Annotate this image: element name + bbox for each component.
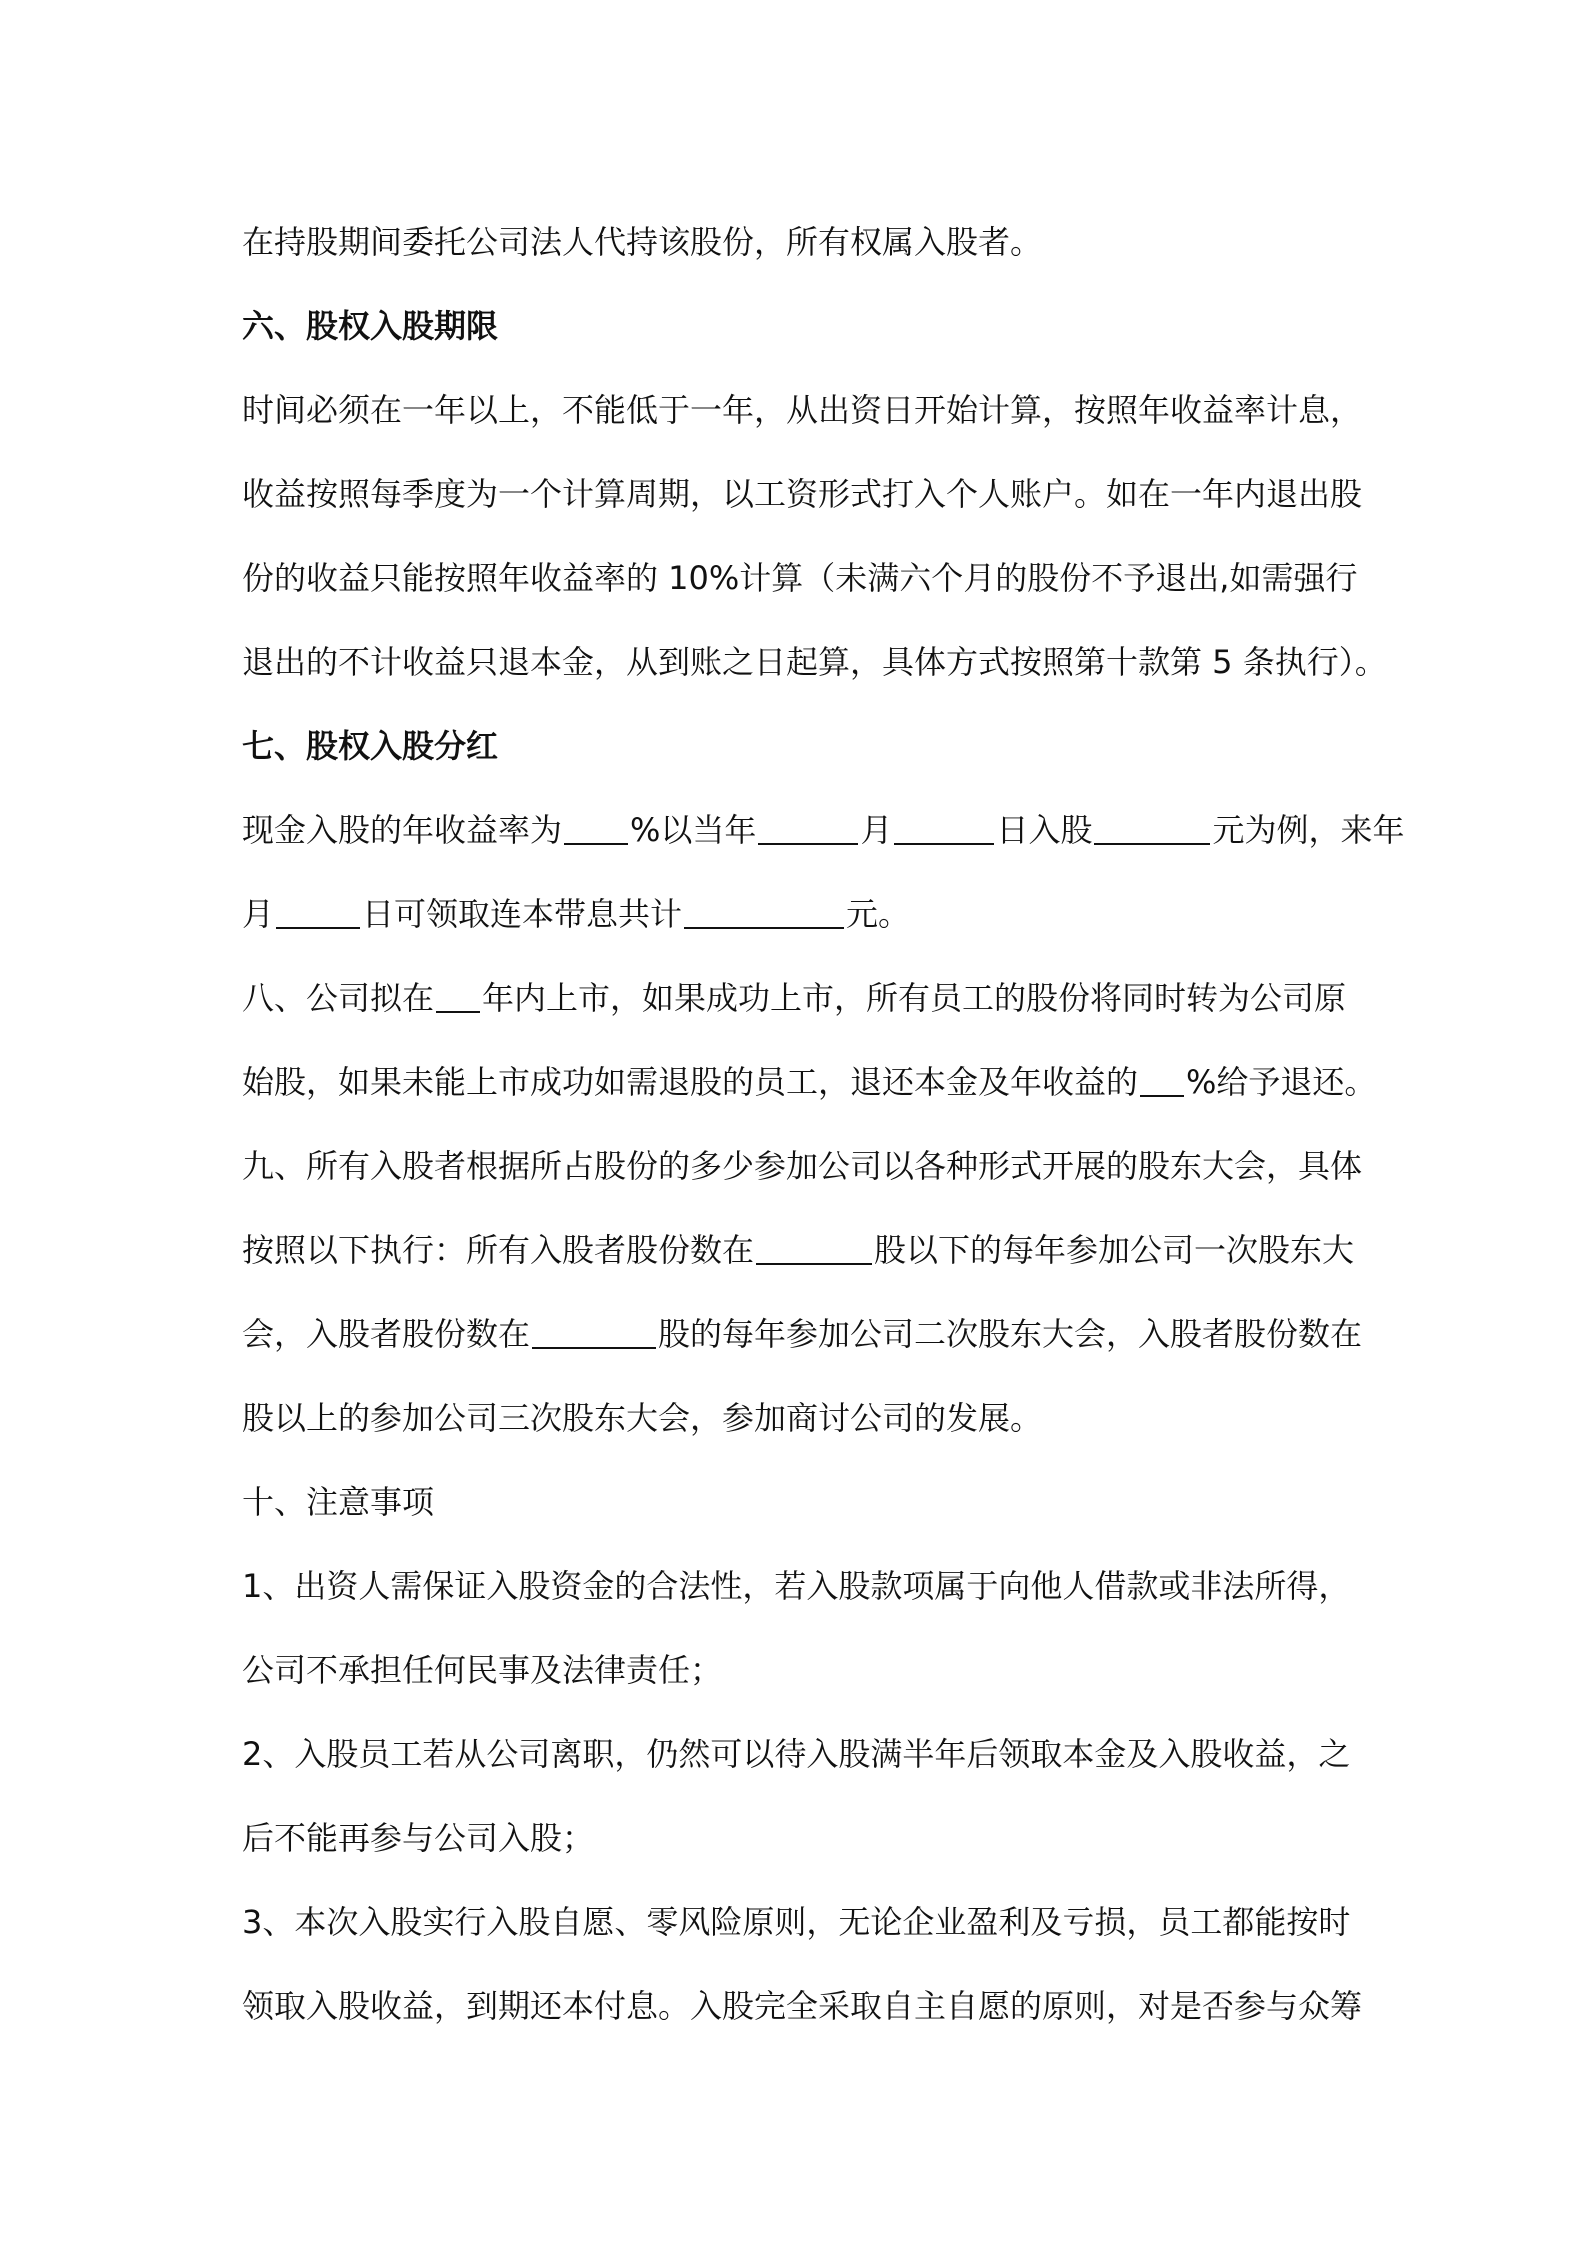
text-segment: 月 [860, 811, 893, 849]
paragraph-line: 1、出资人需保证入股资金的合法性，若入股款项属于向他人借款或非法所得， [242, 1567, 1351, 1605]
paragraph-line: 股以上的参加公司三次股东大会，参加商讨公司的发展。 [242, 1399, 1043, 1437]
text-segment: 股以下的每年参加公司一次股东大 [874, 1231, 1355, 1269]
section-heading-6: 六、股权入股期限 [242, 307, 499, 345]
fill-in-blank [894, 809, 994, 845]
paragraph-line [242, 1208, 1362, 1292]
text-segment: 年内上市，如果成功上市，所有员工的股份将同时转为公司原 [482, 979, 1347, 1017]
text-segment: 股的每年参加公司二次股东大会，入股者股份数在 [658, 1315, 1363, 1353]
text-segment: 月 [242, 895, 275, 933]
paragraph-line [242, 956, 1362, 1040]
fill-in-blank [532, 1313, 656, 1349]
paragraph-line: 时间必须在一年以上，不能低于一年，从出资日开始计算，按照年收益率计息， [242, 391, 1363, 429]
fill-in-blank [758, 809, 858, 845]
fill-in-blank [436, 977, 480, 1013]
fill-in-blank [1094, 809, 1210, 845]
text-segment: 会，入股者股份数在 [242, 1315, 531, 1353]
paragraph-line [242, 788, 1405, 872]
text-segment: 日入股 [996, 811, 1093, 849]
section-heading-10: 十、注意事项 [242, 1483, 435, 1521]
text-segment: %给予退还。 [1186, 1063, 1377, 1101]
text-segment: 元。 [846, 895, 911, 933]
fill-in-blank [684, 893, 844, 929]
paragraph-line: 公司不承担任何民事及法律责任； [242, 1651, 723, 1689]
paragraph-line: 后不能再参与公司入股； [242, 1819, 595, 1857]
paragraph-line: 2、入股员工若从公司离职，仍然可以待入股满半年后领取本金及入股收益，之 [242, 1735, 1351, 1773]
paragraph-line [242, 872, 1362, 956]
text-segment: 八、公司拟在 [242, 979, 435, 1017]
paragraph-line [242, 1040, 1377, 1124]
fill-in-blank [276, 893, 360, 929]
text-segment: 始股，如果未能上市成功如需退股的员工，退还本金及年收益的 [242, 1063, 1139, 1101]
text-segment: 按照以下执行：所有入股者股份数在 [242, 1231, 755, 1269]
section-heading-7: 七、股权入股分红 [242, 727, 499, 765]
paragraph-line [242, 1292, 1362, 1376]
text-segment: 日可领取连本带息共计 [362, 895, 683, 933]
paragraph-line: 领取入股收益，到期还本付息。入股完全采取自主自愿的原则，对是否参与众筹 [242, 1987, 1363, 2025]
paragraph-line: 收益按照每季度为一个计算周期，以工资形式打入个人账户。如在一年内退出股 [242, 475, 1363, 513]
fill-in-blank [1140, 1061, 1184, 1097]
paragraph-line: 3、本次入股实行入股自愿、零风险原则，无论企业盈利及亏损，员工都能按时 [242, 1903, 1351, 1941]
text-segment: 现金入股的年收益率为 [242, 811, 563, 849]
fill-in-blank [564, 809, 628, 845]
paragraph-line: 退出的不计收益只退本金，从到账之日起算，具体方式按照第十款第 5 条执行）。 [242, 643, 1387, 681]
paragraph-line: 九、所有入股者根据所占股份的多少参加公司以各种形式开展的股东大会，具体 [242, 1147, 1363, 1185]
paragraph-line: 在持股期间委托公司法人代持该股份，所有权属入股者。 [242, 223, 1043, 261]
document-body [242, 200, 1405, 2048]
fill-in-blank [756, 1229, 872, 1265]
text-segment: 元为例，来年 [1212, 811, 1405, 849]
text-segment: %以当年 [630, 811, 757, 849]
paragraph-line: 份的收益只能按照年收益率的 10%计算（未满六个月的股份不予退出,如需强行 [242, 559, 1358, 597]
